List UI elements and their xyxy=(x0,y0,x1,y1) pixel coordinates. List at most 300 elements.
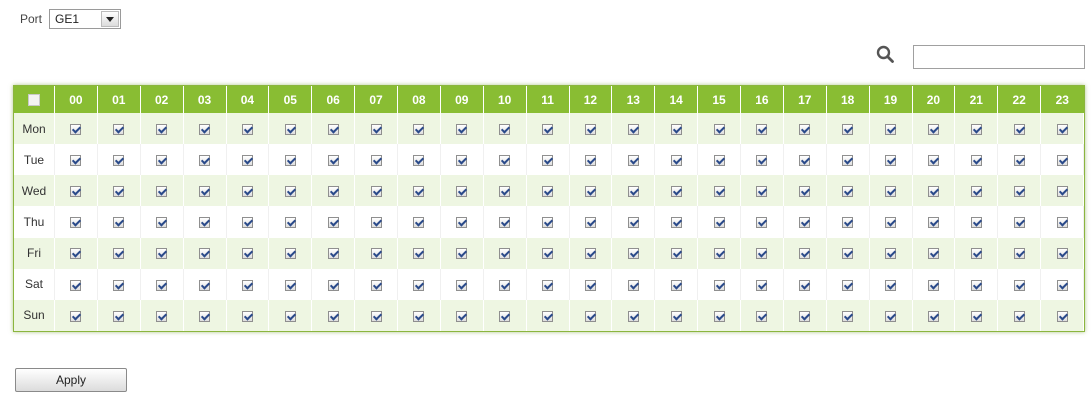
hour-checkbox-wed-00[interactable] xyxy=(70,186,81,197)
hour-checkbox-mon-10[interactable] xyxy=(499,124,510,135)
schedule-cell xyxy=(483,113,526,144)
schedule-cell xyxy=(398,144,441,175)
port-label: Port xyxy=(20,12,43,26)
hour-checkbox-wed-22[interactable] xyxy=(1014,186,1025,197)
hour-checkbox-sun-15[interactable] xyxy=(714,311,725,322)
hour-checkbox-wed-19[interactable] xyxy=(885,186,896,197)
hour-checkbox-sun-12[interactable] xyxy=(585,311,596,322)
hour-header-18[interactable]: 18 xyxy=(826,86,869,113)
hour-checkbox-tue-06[interactable] xyxy=(328,155,339,166)
schedule-cell xyxy=(612,175,655,206)
hour-header-21[interactable]: 21 xyxy=(955,86,998,113)
hour-checkbox-fri-03[interactable] xyxy=(199,248,210,259)
hour-checkbox-tue-10[interactable] xyxy=(499,155,510,166)
schedule-cell xyxy=(783,144,826,175)
hour-checkbox-mon-21[interactable] xyxy=(971,124,982,135)
hour-checkbox-thu-03[interactable] xyxy=(199,217,210,228)
hour-checkbox-thu-19[interactable] xyxy=(885,217,896,228)
hour-header-05[interactable]: 05 xyxy=(269,86,312,113)
schedule-cell xyxy=(312,113,355,144)
hour-checkbox-sun-02[interactable] xyxy=(156,311,167,322)
hour-checkbox-sun-21[interactable] xyxy=(971,311,982,322)
schedule-row-thu xyxy=(14,206,1084,237)
hour-checkbox-thu-17[interactable] xyxy=(799,217,810,228)
hour-checkbox-fri-08[interactable] xyxy=(413,248,424,259)
hour-checkbox-mon-11[interactable] xyxy=(542,124,553,135)
port-selector-row xyxy=(20,9,121,29)
hour-checkbox-sat-13[interactable] xyxy=(628,280,639,291)
schedule-cell xyxy=(569,113,612,144)
schedule-cell xyxy=(269,144,312,175)
hour-header-19[interactable]: 19 xyxy=(869,86,912,113)
hour-checkbox-mon-16[interactable] xyxy=(756,124,767,135)
schedule-cell xyxy=(869,300,912,331)
schedule-cell xyxy=(55,238,98,269)
schedule-cell xyxy=(698,238,741,269)
hour-checkbox-thu-16[interactable] xyxy=(756,217,767,228)
hour-checkbox-sun-03[interactable] xyxy=(199,311,210,322)
hour-checkbox-sun-00[interactable] xyxy=(70,311,81,322)
schedule-cell xyxy=(483,300,526,331)
hour-checkbox-sun-06[interactable] xyxy=(328,311,339,322)
hour-checkbox-fri-20[interactable] xyxy=(928,248,939,259)
hour-checkbox-mon-17[interactable] xyxy=(799,124,810,135)
schedule-cell xyxy=(998,175,1041,206)
hour-checkbox-thu-23[interactable] xyxy=(1057,217,1068,228)
schedule-cell xyxy=(440,144,483,175)
schedule-cell xyxy=(655,269,698,300)
hour-checkbox-sun-19[interactable] xyxy=(885,311,896,322)
hour-checkbox-wed-03[interactable] xyxy=(199,186,210,197)
hour-checkbox-thu-06[interactable] xyxy=(328,217,339,228)
day-label[interactable]: Thu xyxy=(14,206,55,237)
hour-checkbox-sat-01[interactable] xyxy=(113,280,124,291)
hour-header-01[interactable]: 01 xyxy=(97,86,140,113)
hour-header-08[interactable]: 08 xyxy=(398,86,441,113)
hour-header-03[interactable]: 03 xyxy=(183,86,226,113)
hour-header-02[interactable]: 02 xyxy=(140,86,183,113)
hour-checkbox-fri-22[interactable] xyxy=(1014,248,1025,259)
hour-checkbox-wed-08[interactable] xyxy=(413,186,424,197)
hour-checkbox-wed-16[interactable] xyxy=(756,186,767,197)
hour-checkbox-sun-04[interactable] xyxy=(242,311,253,322)
hour-checkbox-sat-11[interactable] xyxy=(542,280,553,291)
day-label[interactable]: Tue xyxy=(14,144,55,175)
schedule-cell xyxy=(655,206,698,237)
schedule-cell xyxy=(955,144,998,175)
hour-checkbox-tue-12[interactable] xyxy=(585,155,596,166)
schedule-cell xyxy=(698,175,741,206)
hour-checkbox-sun-13[interactable] xyxy=(628,311,639,322)
schedule-cell xyxy=(526,206,569,237)
hour-checkbox-sat-21[interactable] xyxy=(971,280,982,291)
hour-checkbox-tue-02[interactable] xyxy=(156,155,167,166)
hour-checkbox-tue-13[interactable] xyxy=(628,155,639,166)
hour-checkbox-fri-18[interactable] xyxy=(842,248,853,259)
hour-checkbox-mon-12[interactable] xyxy=(585,124,596,135)
hour-checkbox-mon-15[interactable] xyxy=(714,124,725,135)
hour-header-00[interactable]: 00 xyxy=(55,86,98,113)
schedule-cell xyxy=(526,269,569,300)
hour-checkbox-thu-01[interactable] xyxy=(113,217,124,228)
schedule-cell xyxy=(526,144,569,175)
schedule-cell xyxy=(97,175,140,206)
hour-checkbox-tue-20[interactable] xyxy=(928,155,939,166)
schedule-cell xyxy=(355,269,398,300)
hour-checkbox-wed-04[interactable] xyxy=(242,186,253,197)
schedule-cell xyxy=(226,206,269,237)
schedule-cell xyxy=(1041,144,1084,175)
hour-checkbox-wed-11[interactable] xyxy=(542,186,553,197)
hour-checkbox-sun-09[interactable] xyxy=(456,311,467,322)
schedule-cell xyxy=(569,300,612,331)
hour-checkbox-sun-11[interactable] xyxy=(542,311,553,322)
hour-checkbox-wed-01[interactable] xyxy=(113,186,124,197)
hour-checkbox-sat-10[interactable] xyxy=(499,280,510,291)
hour-checkbox-wed-13[interactable] xyxy=(628,186,639,197)
hour-checkbox-sun-05[interactable] xyxy=(285,311,296,322)
schedule-header-row xyxy=(14,86,1084,113)
schedule-cell xyxy=(698,144,741,175)
hour-checkbox-fri-07[interactable] xyxy=(371,248,382,259)
hour-checkbox-sat-20[interactable] xyxy=(928,280,939,291)
schedule-cell xyxy=(698,269,741,300)
schedule-cell xyxy=(440,175,483,206)
schedule-cell xyxy=(97,144,140,175)
schedule-cell xyxy=(183,269,226,300)
schedule-cell xyxy=(140,300,183,331)
schedule-cell xyxy=(312,144,355,175)
hour-header-17[interactable]: 17 xyxy=(783,86,826,113)
hour-checkbox-thu-04[interactable] xyxy=(242,217,253,228)
hour-header-20[interactable]: 20 xyxy=(912,86,955,113)
hour-checkbox-sat-08[interactable] xyxy=(413,280,424,291)
hour-checkbox-mon-04[interactable] xyxy=(242,124,253,135)
hour-header-12[interactable]: 12 xyxy=(569,86,612,113)
hour-checkbox-sun-10[interactable] xyxy=(499,311,510,322)
hour-checkbox-mon-01[interactable] xyxy=(113,124,124,135)
hour-checkbox-sun-17[interactable] xyxy=(799,311,810,322)
schedule-cell xyxy=(55,144,98,175)
hour-checkbox-wed-20[interactable] xyxy=(928,186,939,197)
select-all-checkbox[interactable] xyxy=(28,94,40,106)
hour-checkbox-tue-09[interactable] xyxy=(456,155,467,166)
hour-checkbox-fri-16[interactable] xyxy=(756,248,767,259)
day-label[interactable]: Wed xyxy=(14,175,55,206)
hour-header-15[interactable]: 15 xyxy=(698,86,741,113)
hour-checkbox-sun-08[interactable] xyxy=(413,311,424,322)
hour-checkbox-wed-18[interactable] xyxy=(842,186,853,197)
schedule-cell xyxy=(140,113,183,144)
hour-checkbox-mon-22[interactable] xyxy=(1014,124,1025,135)
schedule-cell xyxy=(826,300,869,331)
schedule-cell xyxy=(269,206,312,237)
hour-checkbox-sat-07[interactable] xyxy=(371,280,382,291)
hour-header-06[interactable]: 06 xyxy=(312,86,355,113)
hour-checkbox-sat-23[interactable] xyxy=(1057,280,1068,291)
hour-checkbox-tue-05[interactable] xyxy=(285,155,296,166)
schedule-cell xyxy=(226,175,269,206)
hour-checkbox-fri-15[interactable] xyxy=(714,248,725,259)
schedule-cell xyxy=(398,113,441,144)
hour-checkbox-thu-07[interactable] xyxy=(371,217,382,228)
hour-checkbox-wed-15[interactable] xyxy=(714,186,725,197)
hour-checkbox-tue-17[interactable] xyxy=(799,155,810,166)
hour-checkbox-fri-23[interactable] xyxy=(1057,248,1068,259)
schedule-cell xyxy=(998,206,1041,237)
hour-checkbox-sat-00[interactable] xyxy=(70,280,81,291)
port-select[interactable] xyxy=(49,9,121,29)
dropdown-arrow-icon[interactable] xyxy=(101,11,119,27)
hour-checkbox-tue-00[interactable] xyxy=(70,155,81,166)
hour-checkbox-fri-06[interactable] xyxy=(328,248,339,259)
schedule-cell xyxy=(912,269,955,300)
hour-checkbox-wed-23[interactable] xyxy=(1057,186,1068,197)
hour-checkbox-wed-17[interactable] xyxy=(799,186,810,197)
hour-header-13[interactable]: 13 xyxy=(612,86,655,113)
hour-checkbox-fri-14[interactable] xyxy=(671,248,682,259)
schedule-cell xyxy=(869,113,912,144)
hour-header-11[interactable]: 11 xyxy=(526,86,569,113)
schedule-cell xyxy=(912,300,955,331)
schedule-cell xyxy=(698,300,741,331)
hour-checkbox-fri-02[interactable] xyxy=(156,248,167,259)
hour-checkbox-thu-02[interactable] xyxy=(156,217,167,228)
schedule-cell xyxy=(269,113,312,144)
hour-checkbox-thu-20[interactable] xyxy=(928,217,939,228)
hour-header-22[interactable]: 22 xyxy=(998,86,1041,113)
search-input[interactable] xyxy=(913,45,1085,69)
schedule-row-sun xyxy=(14,300,1084,331)
hour-header-23[interactable]: 23 xyxy=(1041,86,1084,113)
hour-checkbox-sun-14[interactable] xyxy=(671,311,682,322)
hour-header-16[interactable]: 16 xyxy=(741,86,784,113)
hour-header-09[interactable]: 09 xyxy=(440,86,483,113)
hour-checkbox-tue-11[interactable] xyxy=(542,155,553,166)
schedule-cell xyxy=(826,238,869,269)
hour-checkbox-wed-14[interactable] xyxy=(671,186,682,197)
schedule-cell xyxy=(269,238,312,269)
schedule-cell xyxy=(741,175,784,206)
hour-checkbox-thu-10[interactable] xyxy=(499,217,510,228)
hour-checkbox-sun-23[interactable] xyxy=(1057,311,1068,322)
hour-checkbox-mon-02[interactable] xyxy=(156,124,167,135)
hour-checkbox-sat-17[interactable] xyxy=(799,280,810,291)
hour-checkbox-sat-04[interactable] xyxy=(242,280,253,291)
day-label[interactable]: Sun xyxy=(14,300,55,331)
schedule-cell xyxy=(398,269,441,300)
hour-checkbox-wed-12[interactable] xyxy=(585,186,596,197)
schedule-cell xyxy=(998,113,1041,144)
hour-checkbox-thu-18[interactable] xyxy=(842,217,853,228)
schedule-cell xyxy=(955,175,998,206)
hour-checkbox-thu-09[interactable] xyxy=(456,217,467,228)
hour-checkbox-fri-11[interactable] xyxy=(542,248,553,259)
hour-checkbox-sat-18[interactable] xyxy=(842,280,853,291)
schedule-cell xyxy=(97,113,140,144)
schedule-cell xyxy=(783,206,826,237)
hour-checkbox-tue-15[interactable] xyxy=(714,155,725,166)
hour-checkbox-mon-20[interactable] xyxy=(928,124,939,135)
schedule-cell xyxy=(1041,300,1084,331)
schedule-table xyxy=(14,86,1084,331)
schedule-cell xyxy=(569,206,612,237)
schedule-cell xyxy=(440,206,483,237)
hour-checkbox-sun-01[interactable] xyxy=(113,311,124,322)
port-select-value[interactable]: GE1 xyxy=(55,12,80,26)
schedule-row-fri xyxy=(14,238,1084,269)
hour-checkbox-sun-18[interactable] xyxy=(842,311,853,322)
schedule-cell xyxy=(398,206,441,237)
hour-checkbox-sat-22[interactable] xyxy=(1014,280,1025,291)
hour-checkbox-thu-11[interactable] xyxy=(542,217,553,228)
hour-checkbox-fri-09[interactable] xyxy=(456,248,467,259)
hour-checkbox-sun-20[interactable] xyxy=(928,311,939,322)
schedule-cell xyxy=(355,113,398,144)
hour-checkbox-fri-21[interactable] xyxy=(971,248,982,259)
hour-checkbox-mon-18[interactable] xyxy=(842,124,853,135)
hour-header-07[interactable]: 07 xyxy=(355,86,398,113)
hour-checkbox-fri-12[interactable] xyxy=(585,248,596,259)
schedule-cell xyxy=(140,238,183,269)
hour-checkbox-tue-21[interactable] xyxy=(971,155,982,166)
hour-checkbox-sat-09[interactable] xyxy=(456,280,467,291)
hour-checkbox-fri-19[interactable] xyxy=(885,248,896,259)
hour-checkbox-tue-23[interactable] xyxy=(1057,155,1068,166)
hour-checkbox-thu-08[interactable] xyxy=(413,217,424,228)
hour-checkbox-fri-17[interactable] xyxy=(799,248,810,259)
schedule-cell xyxy=(698,113,741,144)
hour-checkbox-tue-08[interactable] xyxy=(413,155,424,166)
hour-checkbox-sun-16[interactable] xyxy=(756,311,767,322)
search-icon[interactable] xyxy=(876,45,894,63)
hour-checkbox-mon-14[interactable] xyxy=(671,124,682,135)
schedule-cell xyxy=(140,144,183,175)
hour-header-04[interactable]: 04 xyxy=(226,86,269,113)
schedule-cell xyxy=(440,238,483,269)
hour-checkbox-sat-05[interactable] xyxy=(285,280,296,291)
schedule-cell xyxy=(569,238,612,269)
schedule-cell xyxy=(269,300,312,331)
hour-checkbox-wed-07[interactable] xyxy=(371,186,382,197)
hour-checkbox-fri-13[interactable] xyxy=(628,248,639,259)
hour-header-14[interactable]: 14 xyxy=(655,86,698,113)
apply-button[interactable]: Apply xyxy=(15,368,127,392)
hour-checkbox-mon-03[interactable] xyxy=(199,124,210,135)
schedule-cell xyxy=(826,144,869,175)
hour-checkbox-wed-21[interactable] xyxy=(971,186,982,197)
hour-checkbox-tue-03[interactable] xyxy=(199,155,210,166)
hour-checkbox-thu-12[interactable] xyxy=(585,217,596,228)
hour-checkbox-thu-22[interactable] xyxy=(1014,217,1025,228)
schedule-cell xyxy=(97,206,140,237)
hour-checkbox-fri-01[interactable] xyxy=(113,248,124,259)
schedule-cell xyxy=(955,206,998,237)
hour-header-10[interactable]: 10 xyxy=(483,86,526,113)
hour-checkbox-mon-07[interactable] xyxy=(371,124,382,135)
hour-checkbox-mon-06[interactable] xyxy=(328,124,339,135)
schedule-cell xyxy=(741,113,784,144)
select-all-header xyxy=(14,86,55,113)
schedule-cell xyxy=(269,175,312,206)
schedule-cell xyxy=(526,175,569,206)
hour-checkbox-tue-19[interactable] xyxy=(885,155,896,166)
hour-checkbox-mon-23[interactable] xyxy=(1057,124,1068,135)
hour-checkbox-sat-19[interactable] xyxy=(885,280,896,291)
schedule-cell xyxy=(826,113,869,144)
schedule-cell xyxy=(783,175,826,206)
hour-checkbox-mon-09[interactable] xyxy=(456,124,467,135)
schedule-cell xyxy=(97,300,140,331)
hour-checkbox-wed-09[interactable] xyxy=(456,186,467,197)
schedule-cell xyxy=(655,175,698,206)
hour-checkbox-thu-14[interactable] xyxy=(671,217,682,228)
hour-checkbox-thu-21[interactable] xyxy=(971,217,982,228)
hour-checkbox-sat-15[interactable] xyxy=(714,280,725,291)
hour-checkbox-mon-00[interactable] xyxy=(70,124,81,135)
hour-checkbox-tue-22[interactable] xyxy=(1014,155,1025,166)
hour-checkbox-wed-06[interactable] xyxy=(328,186,339,197)
hour-checkbox-sun-07[interactable] xyxy=(371,311,382,322)
schedule-cell xyxy=(55,175,98,206)
schedule-cell xyxy=(140,175,183,206)
hour-checkbox-tue-14[interactable] xyxy=(671,155,682,166)
hour-checkbox-sat-14[interactable] xyxy=(671,280,682,291)
hour-checkbox-sat-16[interactable] xyxy=(756,280,767,291)
hour-checkbox-sat-03[interactable] xyxy=(199,280,210,291)
hour-checkbox-sat-12[interactable] xyxy=(585,280,596,291)
schedule-cell xyxy=(655,238,698,269)
hour-checkbox-wed-02[interactable] xyxy=(156,186,167,197)
hour-checkbox-mon-19[interactable] xyxy=(885,124,896,135)
schedule-cell xyxy=(612,113,655,144)
hour-checkbox-tue-16[interactable] xyxy=(756,155,767,166)
schedule-cell xyxy=(226,144,269,175)
hour-checkbox-tue-01[interactable] xyxy=(113,155,124,166)
hour-checkbox-thu-15[interactable] xyxy=(714,217,725,228)
hour-checkbox-fri-04[interactable] xyxy=(242,248,253,259)
schedule-cell xyxy=(312,238,355,269)
hour-checkbox-sat-02[interactable] xyxy=(156,280,167,291)
hour-checkbox-mon-13[interactable] xyxy=(628,124,639,135)
hour-checkbox-fri-10[interactable] xyxy=(499,248,510,259)
hour-checkbox-thu-00[interactable] xyxy=(70,217,81,228)
schedule-cell xyxy=(1041,113,1084,144)
hour-checkbox-thu-13[interactable] xyxy=(628,217,639,228)
schedule-cell xyxy=(741,300,784,331)
schedule-cell xyxy=(612,269,655,300)
hour-checkbox-tue-07[interactable] xyxy=(371,155,382,166)
schedule-cell xyxy=(355,175,398,206)
schedule-cell xyxy=(655,144,698,175)
hour-checkbox-tue-04[interactable] xyxy=(242,155,253,166)
day-label[interactable]: Mon xyxy=(14,113,55,144)
schedule-cell xyxy=(440,269,483,300)
hour-checkbox-fri-00[interactable] xyxy=(70,248,81,259)
hour-checkbox-tue-18[interactable] xyxy=(842,155,853,166)
hour-checkbox-sun-22[interactable] xyxy=(1014,311,1025,322)
hour-checkbox-mon-05[interactable] xyxy=(285,124,296,135)
schedule-row-sat xyxy=(14,269,1084,300)
hour-checkbox-fri-05[interactable] xyxy=(285,248,296,259)
hour-checkbox-wed-10[interactable] xyxy=(499,186,510,197)
hour-checkbox-sat-06[interactable] xyxy=(328,280,339,291)
day-label[interactable]: Sat xyxy=(14,269,55,300)
day-label[interactable]: Fri xyxy=(14,238,55,269)
hour-checkbox-wed-05[interactable] xyxy=(285,186,296,197)
hour-checkbox-mon-08[interactable] xyxy=(413,124,424,135)
hour-checkbox-thu-05[interactable] xyxy=(285,217,296,228)
